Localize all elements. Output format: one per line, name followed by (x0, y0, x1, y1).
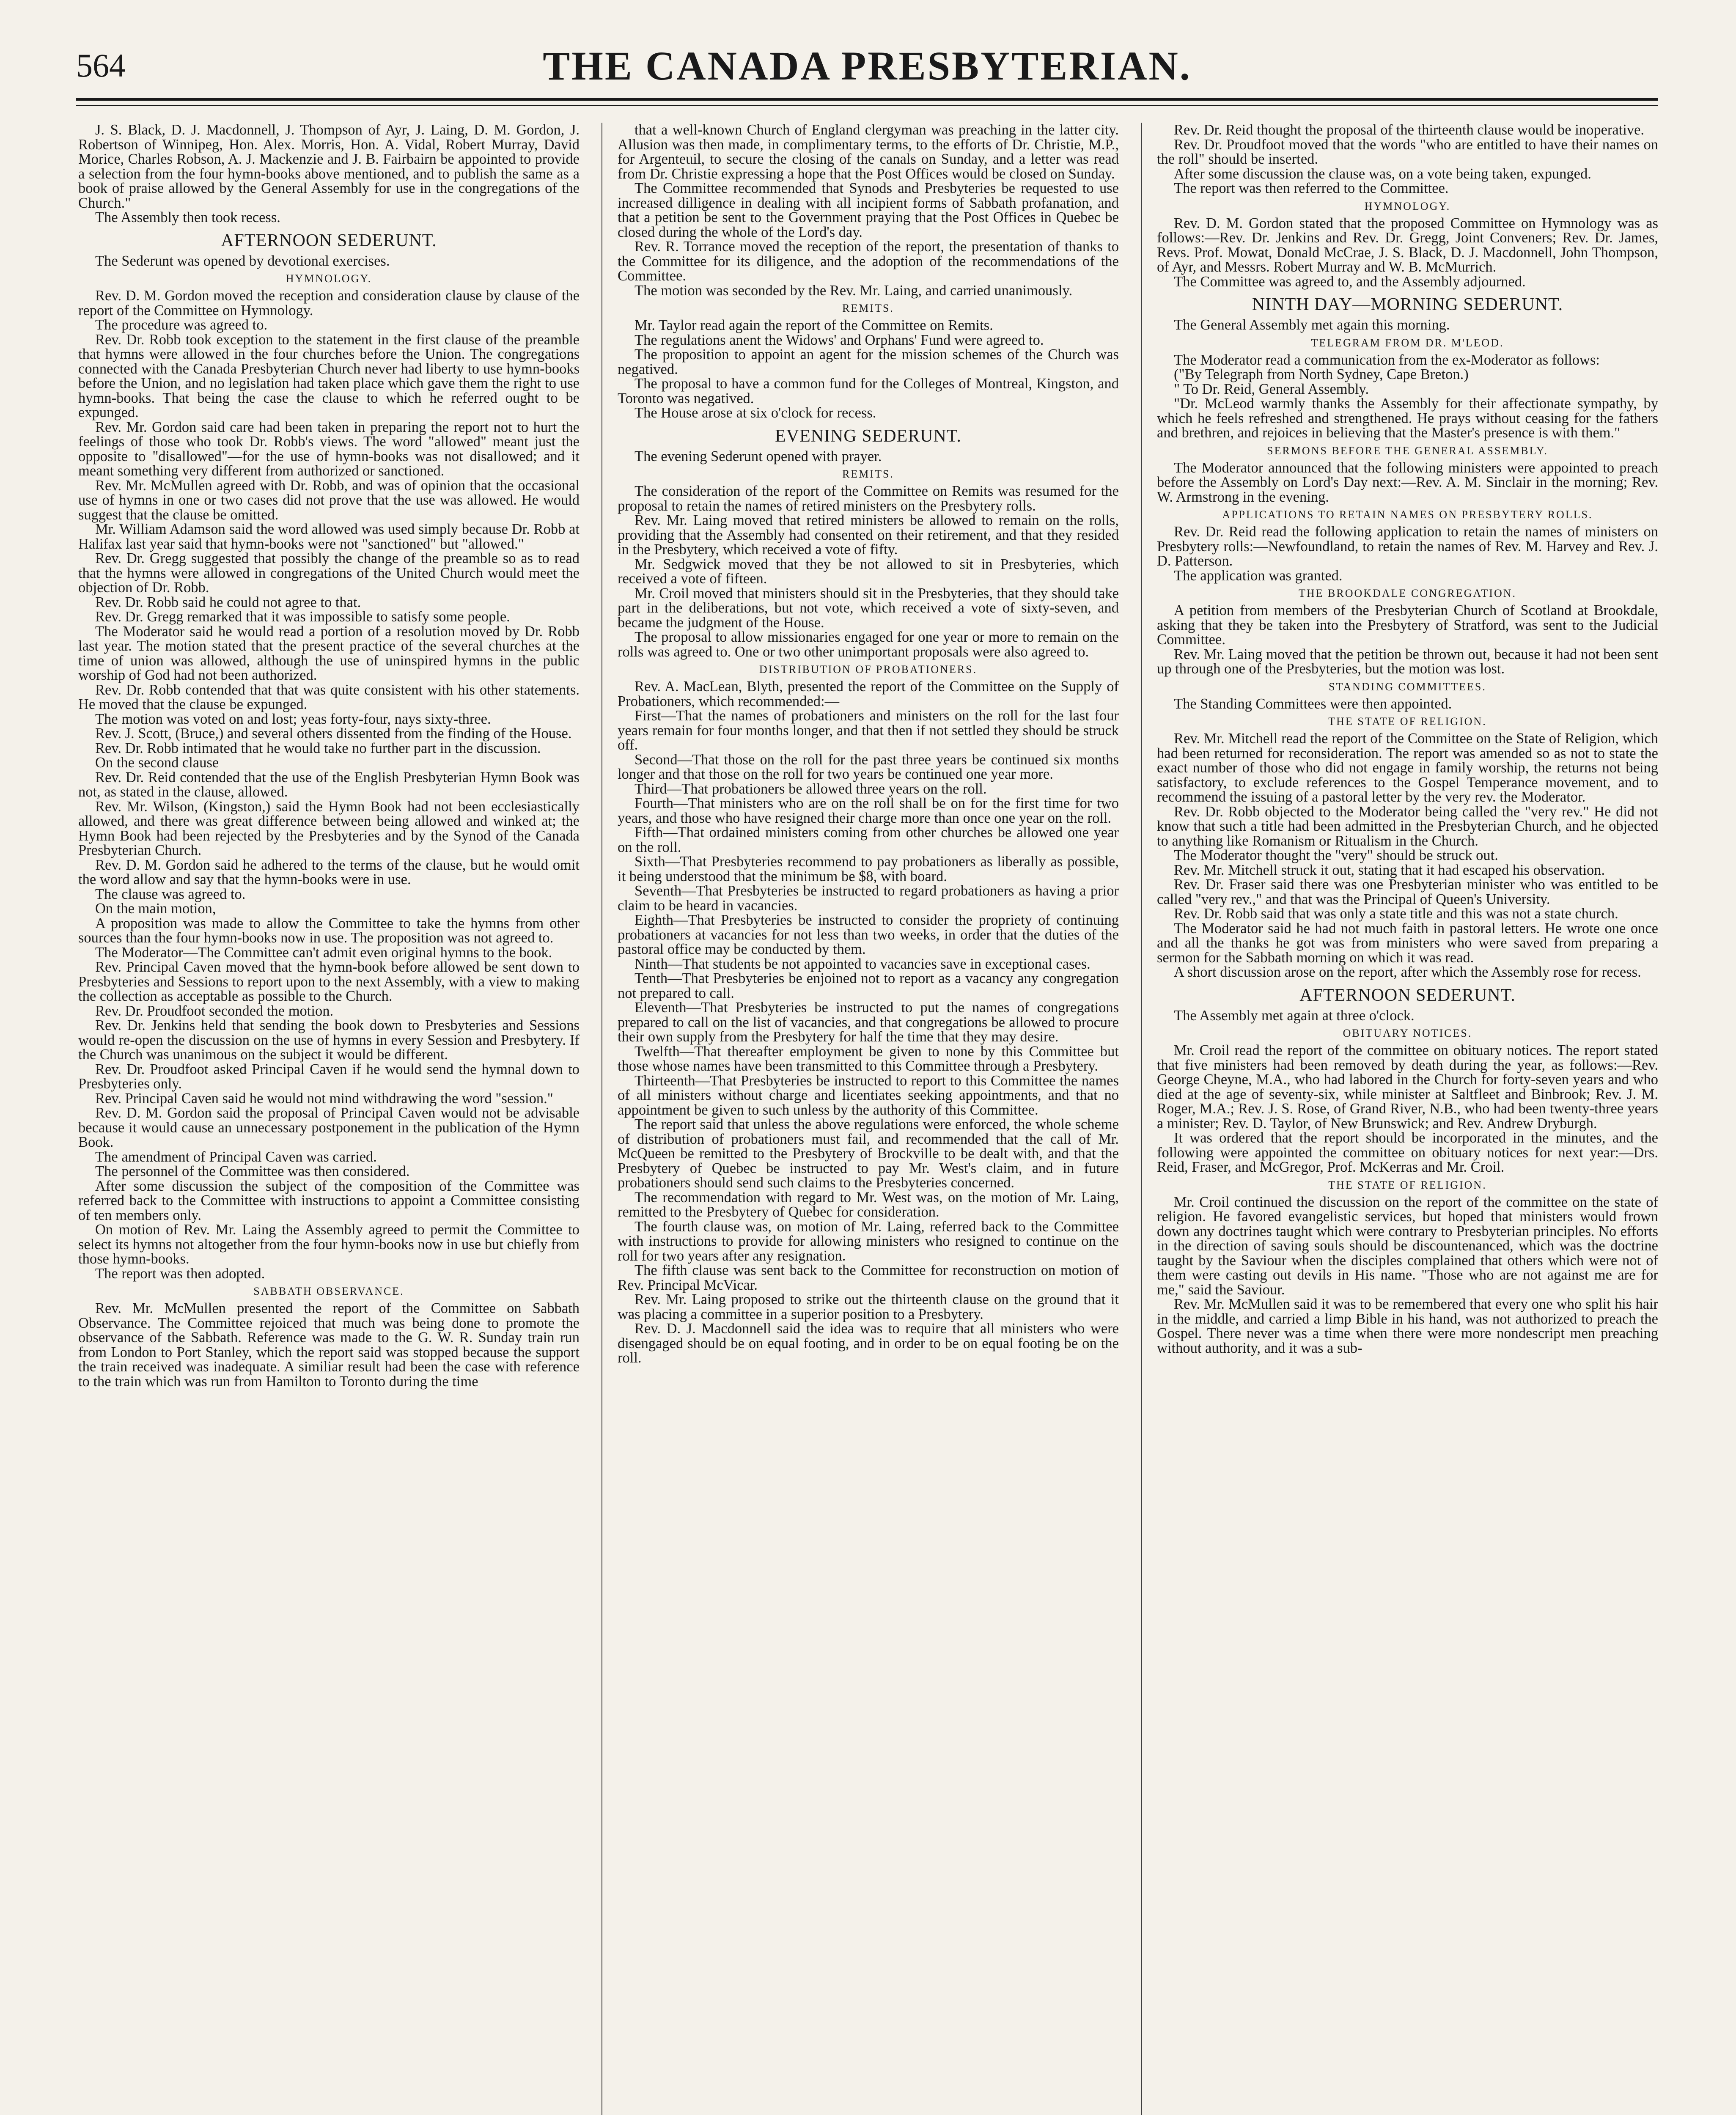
paragraph: Rev. Dr. Robb took exception to the statement in the first clause of the preamble that hymns were allowed in the four churches before the Union. The congregations connected with the Canada Presbyterian Church never had liberty to use hymn-books before the Union, and no legislation had taken place which gave them the right to use hymn-books. That being the case the clause to which he referred ought to be expunged. (78, 331, 580, 420)
paragraph: The report was then referred to the Committee. (1174, 180, 1449, 196)
paragraph: Rev. Dr. Proudfoot asked Principal Caven if he would send the hymnal down to Presbyteries only. (78, 1061, 580, 1092)
paragraph: On the second clause (95, 755, 219, 771)
paragraph: The Assembly met again at three o'clock. (1174, 1007, 1415, 1024)
subsection-heading: THE BROOKDALE CONGREGATION. (1298, 587, 1517, 599)
section-heading: NINTH DAY—MORNING SEDERUNT. (1252, 295, 1563, 314)
paragraph: The Moderator read a communication from the ex-Moderator as follows: (1174, 352, 1600, 368)
paragraph: The personnel of the Committee was then considered. (95, 1163, 410, 1179)
paragraph: Rev. Mr. McMullen said it was to be remembered that every one who split his hair in the middle, and carried a limp Bible in his hand, was not authorized to preach the Gospel. There never was a time when there were more nondescript men preaching without authority, and it was a sub- (1157, 1296, 1658, 1356)
paragraph: Eleventh—That Presbyteries be instructed to put the names of congregations prepared to call on the list of vacancies, and that congregations be allowed to procure their own supply from the Presbytery for half the time that they may desire. (618, 1000, 1119, 1045)
paragraph: Mr. Croil continued the discussion on the report of the committee on the state of religion. He favored evangelistic services, but hoped that ministers would frown down any doctrines taught which were contrary to Presbyterian principles. No efforts in the direction of saving souls should be discountenanced, which was the doctrine taught by the Saviour when the disciples complained that others which were not of them were casting out devils in His name. "Those who are not against me are for me," said the Saviour. (1157, 1194, 1658, 1298)
paragraph: Sixth—That Presbyteries recommend to pay probationers as liberally as possible, it being understood that the minimum be $8, with board. (618, 854, 1119, 884)
paragraph: Rev. Mr. McMullen agreed with Dr. Robb, and was of opinion that the occasional use of hymns in one or two cases did not prove that the use was allowed. He would suggest that the clause be omitted. (78, 477, 580, 523)
paragraph: The Moderator said he would read a portion of a resolution moved by Dr. Robb last year. The motion stated that the present practice of the several churches at the time of union was allowed, although the use of uninspired hymns in the public worship of God had not been authorized. (78, 623, 580, 683)
subsection-heading: SABBATH OBSERVANCE. (253, 1285, 404, 1297)
paragraph: Rev. Mr. Laing proposed to strike out the thirteenth clause on the ground that it was placing a committee in a superior position to a Presbytery. (618, 1291, 1119, 1322)
paragraph: After some discussion the subject of the composition of the Committee was referred back to the Committee with instructions to appoint a Committee consisting of ten members only. (78, 1178, 580, 1223)
paragraph: Rev. Dr. Reid contended that the use of the English Presbyterian Hymn Book was not, as stated in the clause, allowed. (78, 769, 580, 800)
paragraph: Rev. D. M. Gordon stated that the proposed Committee on Hymnology was as follows:—Rev. Dr. Jenkins and Rev. Dr. Gregg, Joint Conveners; Rev. Dr. James, Revs. Prof. Mowat, Donald McCrae, J. S. Black, D. J. Macdonnell, John Thompson, of Ayr, and Messrs. Robert Murray and W. B. McMurrich. (1157, 215, 1658, 275)
paragraph: Rev. Dr. Jenkins held that sending the book down to Presbyteries and Sessions would re-open the discussion on the use of hymns in every Session and Presbytery. If the Church was unanimous on the subject it would be different. (78, 1017, 580, 1063)
paragraph: It was ordered that the report should be incorporated in the minutes, and the following were appointed the committee on obituary notices for next year:—Drs. Reid, Fraser, and McGregor, Prof. McKerras and Mr. Croil. (1157, 1130, 1658, 1175)
subsection-heading: DISTRIBUTION OF PROBATIONERS. (759, 663, 978, 676)
paragraph: The application was granted. (1174, 567, 1343, 584)
paragraph: The recommendation with regard to Mr. West was, on the motion of Mr. Laing, remitted to the Presbytery of Quebec for consideration. (618, 1189, 1119, 1220)
paragraph: The report was then adopted. (95, 1265, 265, 1282)
paragraph: Rev. Dr. Gregg remarked that it was impossible to satisfy some people. (95, 609, 510, 625)
paragraph: The proposal to have a common fund for the Colleges of Montreal, Kingston, and Toronto was negatived. (618, 376, 1119, 407)
section-heading: AFTERNOON SEDERUNT. (221, 231, 437, 250)
paragraph: On the main motion, (95, 901, 216, 917)
paragraph: The Standing Committees were then appointed. (1174, 695, 1452, 712)
paragraph: The motion was voted on and lost; yeas forty-four, nays sixty-three. (95, 711, 491, 727)
paragraph: Rev. Mr. Laing moved that retired ministers be allowed to remain on the rolls, providing that the Assembly had consented on their retirement, and that they resided in the Presbytery, which received a vote of fifty. (618, 512, 1119, 558)
paragraph: Seventh—That Presbyteries be instructed to regard probationers as having a prior claim to be heard in vacancies. (618, 883, 1119, 914)
subsection-heading: REMITS. (842, 468, 894, 480)
paragraph: Rev. Dr. Proudfoot seconded the motion. (95, 1003, 334, 1019)
paragraph: Tenth—That Presbyteries be enjoined not to report as a vacancy any congregation not prepared to call. (618, 970, 1119, 1001)
paragraph: After some discussion the clause was, on a vote being taken, expunged. (1174, 165, 1591, 182)
subsection-heading: HYMNOLOGY. (1364, 200, 1451, 212)
paragraph: Rev. Mr. Laing moved that the petition be thrown out, because it had not been sent up through one of the Presbyteries, but the motion was lost. (1157, 646, 1658, 677)
paragraph: ("By Telegraph from North Sydney, Cape Breton.) (1174, 366, 1469, 382)
paragraph: The regulations anent the Widows' and Orphans' Fund were agreed to. (635, 332, 1044, 348)
subsection-heading: THE STATE OF RELIGION. (1328, 1178, 1487, 1191)
masthead-title: THE CANADA PRESBYTERIAN. (543, 43, 1192, 88)
paragraph: Mr. Croil moved that ministers should sit in the Presbyteries, that they should take part in the deliberations, but not vote, which received a vote of sixty-seven, and became the judgment of the House. (618, 585, 1119, 631)
paragraph: Mr. William Adamson said the word allowed was used simply because Dr. Robb at Halifax last year said that hymn-books were not "sanctioned" but "allowed." (78, 521, 580, 552)
paragraph: Rev. Principal Caven said he would not mind withdrawing the word "session." (95, 1090, 553, 1107)
header-rule-thick (76, 98, 1658, 101)
paragraph: The fourth clause was, on motion of Mr. Laing, referred back to the Committee with instructions to provide for allowing ministers who resigned to continue on the roll for two years after any resignation. (618, 1218, 1119, 1264)
paragraph: Rev. Mr. Mitchell struck it out, stating that it had escaped his observation. (1174, 862, 1605, 878)
paragraph: The Moderator thought the "very" should be struck out. (1174, 847, 1498, 863)
column-1 (78, 123, 580, 2115)
paragraph: The evening Sederunt opened with prayer. (635, 448, 882, 464)
paragraph: Rev. Dr. Robb said he could not agree to that. (95, 594, 361, 610)
subsection-heading: HYMNOLOGY. (286, 272, 372, 285)
paragraph: A proposition was made to allow the Committee to take the hymns from other sources than the four hymn-books now in use. The proposition was not agreed to. (78, 915, 580, 946)
subsection-heading: OBITUARY NOTICES. (1343, 1027, 1472, 1039)
subsection-heading: APPLICATIONS TO RETAIN NAMES ON PRESBYTERY ROLLS. (1222, 508, 1593, 521)
paragraph: The Assembly then took recess. (95, 209, 280, 225)
column-2 (618, 123, 1119, 2115)
subsection-heading: REMITS. (842, 302, 894, 314)
column-3 (1157, 123, 1658, 2115)
paragraph: A petition from members of the Presbyterian Church of Scotland at Brookdale, asking that they be taken into the Presbytery of Stratford, was sent to the Judicial Committee. (1157, 602, 1658, 648)
paragraph: The fifth clause was sent back to the Committee for reconstruction on motion of Rev. Principal McVicar. (618, 1262, 1119, 1293)
paragraph: Rev. Principal Caven moved that the hymn-book before allowed be sent down to Presbyteries and Sessions to report upon to the next Assembly, with a view to making the collection as acceptable as possible to the Church. (78, 959, 580, 1004)
section-heading: AFTERNOON SEDERUNT. (1299, 985, 1516, 1005)
paragraph: The proposition to appoint an agent for the mission schemes of the Church was negatived. (618, 346, 1119, 377)
paragraph: The Moderator said he had not much faith in pastoral letters. He wrote one once and all the thanks he got was from ministers who were saved from preparing a sermon for the Sabbath morning on which it was read. (1157, 920, 1658, 966)
paragraph: A short discussion arose on the report, after which the Assembly rose for recess. (1174, 964, 1641, 980)
paragraph: Rev. Dr. Robb objected to the Moderator being called the "very rev." He did not know that such a title had been admitted in the Presbyterian Church, and he objected to anything like Romanism or Ritualism in the Church. (1157, 803, 1658, 849)
paragraph: The clause was agreed to. (95, 886, 246, 902)
column-divider (1141, 123, 1142, 2115)
paragraph: The Committee was agreed to, and the Assembly adjourned. (1174, 273, 1526, 290)
paragraph: Rev. D. M. Gordon said he adhered to the terms of the clause, but he would omit the word allow and say that the hymn-books were in use. (78, 857, 580, 887)
paragraph: The amendment of Principal Caven was carried. (95, 1148, 377, 1165)
paragraph: The General Assembly met again this morning. (1174, 317, 1450, 333)
paragraph: The Moderator—The Committee can't admit even original hymns to the book. (95, 944, 552, 961)
paragraph: The report said that unless the above regulations were enforced, the whole scheme of distribution of probationers must fail, and recommended that the call of Mr. McQueen be remitted to the Presbytery of Brockville to be dealt with, and that the Presbytery of Quebec be instructed to pay Mr. West's claim, and in future probationers should send such claims to the Presbyteries concerned. (618, 1116, 1119, 1191)
paragraph: Rev. A. MacLean, Blyth, presented the report of the Committee on the Supply of Probationers, which recommended:— (618, 678, 1119, 709)
paragraph: Rev. Mr. Wilson, (Kingston,) said the Hymn Book had not been ecclesiastically allowed, and there was great difference between being allowed and winked at; the Hymn Book had been rejected by the Presbyteries and by the Synod of the Canada Presbyterian Church. (78, 798, 580, 858)
paragraph: The proposal to allow missionaries engaged for one year or more to remain on the rolls was agreed to. One or two other unimportant proposals were also agreed to. (618, 629, 1119, 660)
paragraph: Thirteenth—That Presbyteries be instructed to report to this Committee the names of all ministers without charge and licentiates seeking appointments, and that no appointment be given to such unless by the authority of this Committee. (618, 1072, 1119, 1118)
subsection-heading: THE STATE OF RELIGION. (1328, 715, 1487, 728)
paragraph: The House arose at six o'clock for recess. (635, 405, 876, 421)
paragraph: On motion of Rev. Mr. Laing the Assembly agreed to permit the Committee to select its hymns not altogether from the four hymn-books now in use but chiefly from those hymn-books. (78, 1222, 580, 1267)
paragraph: Rev. J. Scott, (Bruce,) and several others dissented from the finding of the House. (95, 725, 572, 742)
paragraph: Rev. D. M. Gordon said the proposal of Principal Caven would not be advisable because it would cause an unnecessary postponement in the publication of the Hymn Book. (78, 1105, 580, 1150)
paragraph: The procedure was agreed to. (95, 317, 268, 333)
paragraph: Mr. Taylor read again the report of the Committee on Remits. (635, 317, 993, 333)
paragraph: Rev. D. M. Gordon moved the reception and consideration clause by clause of the report of the Committee on Hymnology. (78, 288, 580, 319)
paragraph: Rev. Dr. Fraser said there was one Presbyterian minister who was entitled to be called "very rev.," and that was the Principal of Queen's University. (1157, 876, 1658, 907)
paragraph: Rev. Dr. Robb contended that that was quite consistent with his other statements. He moved that the clause be expunged. (78, 681, 580, 712)
paragraph: "Dr. McLeod warmly thanks the Assembly for their affectionate sympathy, by which he feels refreshed and strengthened. He prays without ceasing for the fathers and brethren, and rejoices in believing that the Master's presence is with them." (1157, 396, 1658, 441)
section-heading: EVENING SEDERUNT. (775, 426, 961, 446)
subsection-heading: TELEGRAM FROM DR. M'LEOD. (1311, 336, 1504, 349)
paragraph: Rev. Dr. Reid thought the proposal of the thirteenth clause would be inoperative. (1174, 123, 1645, 138)
paragraph: The Sederunt was opened by devotional exercises. (95, 253, 390, 269)
subsection-heading: STANDING COMMITTEES. (1329, 680, 1486, 693)
header-rule-thin (76, 105, 1658, 106)
paragraph: The consideration of the report of the Committee on Remits was resumed for the proposal to retain the names of retired ministers on the Presbytery rolls. (618, 483, 1119, 514)
paragraph: Rev. Dr. Robb said that was only a state title and this was not a state church. (1174, 906, 1618, 922)
paragraph: Fifth—That ordained ministers coming from other churches be allowed one year on the roll. (618, 824, 1119, 855)
paragraph: First—That the names of probationers and ministers on the roll for the last four years remain for four months longer, and that then if not settled they should be struck off. (618, 708, 1119, 753)
paragraph: Fourth—That ministers who are on the roll shall be on for the first time for two years, and those who have resigned their charge more than once one year on the roll. (618, 795, 1119, 826)
paragraph: Rev. Mr. Mitchell read the report of the Committee on the State of Religion, which had been returned for reconsideration. The report was amended so as not to state the exact number of those who did not engage in family worship, the returns not being satisfactory, to exclude references to the Gospel Temperance movement, and to recommend the issuing of a pastoral letter by the very rev. the Moderator. (1157, 731, 1658, 805)
paragraph: Rev. R. Torrance moved the reception of the report, the presentation of thanks to the Committee for its diligence, and the adoption of the recommendations of the Committee. (618, 239, 1119, 284)
paragraph: Mr. Sedgwick moved that they be not allowed to sit in Presbyteries, which received a vote of fifteen. (618, 556, 1119, 587)
paragraph: The motion was seconded by the Rev. Mr. Laing, and carried unanimously. (635, 282, 1073, 299)
paragraph: that a well-known Church of England clergyman was preaching in the latter city. Allusion was then made, in complimentary terms, to the efforts of Dr. Christie, M.P., for Argenteuil, to secure the closing of the canals on Sunday, and a letter was read from Dr. Christie expressing a hope that the Post Offices would be closed on Sunday. (618, 123, 1119, 182)
paragraph: " To Dr. Reid, General Assembly. (1174, 381, 1369, 397)
paragraph: Rev. Mr. McMullen presented the report of the Committee on Sabbath Observance. The Committee rejoiced that much was being done to promote the observance of the Sabbath. Reference was made to the G. W. R. Sunday train run from London to Port Stanley, which the report said was stopped because the support the train received was inadequate. A similiar result had been the case with reference to the train which was run from Hamilton to Toronto during the time (78, 1300, 580, 1390)
paragraph: Eighth—That Presbyteries be instructed to consider the propriety of continuing probationers at vacancies for not less than two weeks, in order that the duties of the pastoral office may be conducted by them. (618, 912, 1119, 957)
paragraph: Rev. Mr. Gordon said care had been taken in preparing the report not to hurt the feelings of those who took Dr. Robb's views. The word "allowed" meant just the opposite to "disallowed"—for the use of hymn-books was not disallowed; and it meant something very different from authorized or sanctioned. (78, 419, 580, 479)
paragraph: Third—That probationers be allowed three years on the roll. (635, 780, 987, 797)
paragraph: Rev. Dr. Proudfoot moved that the words "who are entitled to have their names on the roll" should be inserted. (1157, 136, 1658, 167)
page-header (76, 42, 1658, 93)
paragraph: Rev. D. J. Macdonnell said the idea was to require that all ministers who were disengaged should be on equal footing, and in order to be on equal footing be on the roll. (618, 1321, 1119, 1366)
paragraph: Rev. Dr. Reid read the following application to retain the names of ministers on Presbytery rolls:—Newfoundland, to retain the names of Rev. M. Harvey and Rev. J. D. Patterson. (1157, 524, 1658, 569)
paragraph: Rev. Dr. Gregg suggested that possibly the change of the preamble so as to read that the hymns were allowed in congregations of the United Church would meet the objection of Dr. Robb. (78, 550, 580, 596)
paragraph: Twelfth—That thereafter employment be given to none by this Committee but those whose names have been transmitted to this Committee through a Presbytery. (618, 1043, 1119, 1074)
subsection-heading: SERMONS BEFORE THE GENERAL ASSEMBLY. (1267, 444, 1548, 457)
paragraph: The Committee recommended that Synods and Presbyteries be requested to use increased dilligence in dealing with all incipient forms of Sabbath profanation, and that a petition be sent to the Government praying that the Post Offices in Quebec be closed during the whole of the Lord's day. (618, 180, 1119, 240)
paragraph: Second—That those on the roll for the past three years be continued six months longer and that those on the roll for two years be continued one year more. (618, 751, 1119, 782)
paragraph: The Moderator announced that the following ministers were appointed to preach before the Assembly on Lord's Day next:—Rev. A. M. Sinclair in the morning; Rev. W. Armstrong in the evening. (1157, 459, 1658, 505)
paragraph: J. S. Black, D. J. Macdonnell, J. Thompson of Ayr, J. Laing, D. M. Gordon, J. Robertson of Winnipeg, Hon. Alex. Morris, Hon. A. Vidal, Robert Murray, David Morice, Charles Robson, A. J. Mackenzie and J. B. Fairbairn be appointed to provide a selection from the four hymn-books above mentioned, and to publish the same as a book of praise allowed by the General Assembly for use in the congregations of the Church." (78, 123, 580, 211)
paragraph: Rev. Dr. Robb intimated that he would take no further part in the discussion. (95, 740, 541, 756)
paragraph: Ninth—That students be not appointed to vacancies save in exceptional cases. (635, 956, 1090, 972)
paragraph: Mr. Croil read the report of the committee on obituary notices. The report stated that five ministers had been removed by death during the year, as follows:—Rev. George Cheyne, M.A., who had labored in the Church for forty-seven years and who died at the age of seventy-six, while minister at Saltfleet and Binbrook; Rev. J. M. Roger, M.A.; Rev. J. S. Rose, of Grand River, N.B., who had been twenty-three years a minister; Rev. D. Taylor, of New Brunswick; and Rev. Andrew Dryburgh. (1157, 1042, 1658, 1132)
page-number: 564 (76, 47, 126, 84)
